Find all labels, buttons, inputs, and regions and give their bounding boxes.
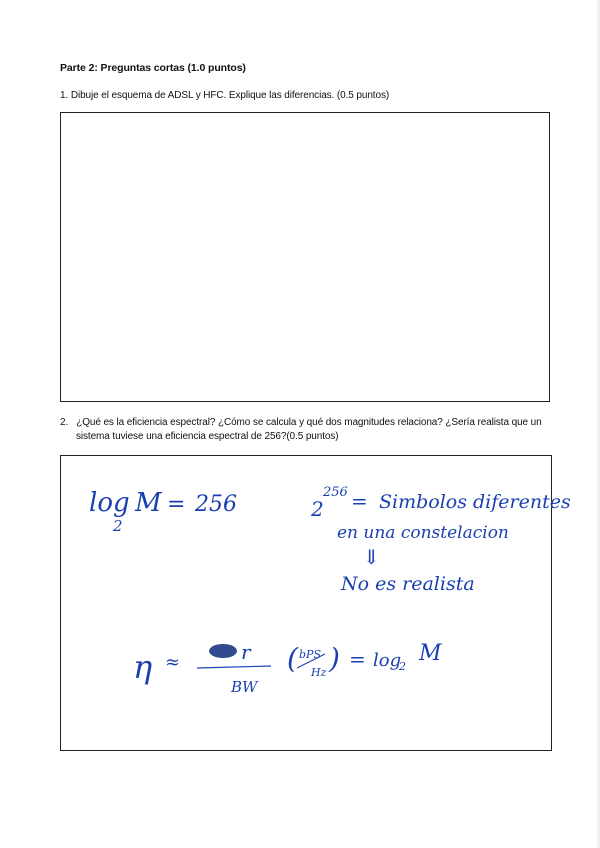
hw-log2-var: M	[419, 641, 442, 666]
hw-paren-open: (	[287, 642, 298, 675]
hw-equals-3: =	[349, 647, 366, 671]
hw-log: log	[89, 488, 130, 518]
hw-eta: η	[133, 648, 153, 686]
hw-symbols-line-1: Simbolos diferentes	[379, 491, 571, 513]
hw-equals-1: =	[167, 492, 186, 517]
answer-box-2	[60, 455, 571, 751]
scribble-mark	[209, 644, 237, 658]
question-2	[60, 416, 560, 444]
question-1-text: Dibuje el esquema de ADSL y HFC. Explique las diferencias. (0.5 puntos)	[70, 90, 390, 101]
hw-conclusion: No es realista	[341, 573, 475, 595]
answer-box-1	[60, 112, 550, 402]
question-1	[60, 89, 389, 103]
hw-log-var: M	[135, 488, 162, 518]
fraction-bar	[197, 666, 271, 668]
question-2-line-1: ¿Qué es la eficiencia espectral? ¿Cómo se calcula y qué dos magnitudes relaciona? ¿Sería realista que un	[76, 417, 542, 428]
hw-log2: log	[373, 650, 402, 671]
hw-numerator: r	[241, 640, 251, 664]
hw-denominator: BW	[231, 678, 258, 696]
hw-paren-close: )	[329, 642, 340, 675]
hw-symbols-line-2: en una constelacion	[337, 523, 509, 543]
hw-value: 256	[195, 492, 237, 517]
hw-log-base: 2	[113, 517, 123, 535]
handwritten-answer	[61, 456, 571, 750]
hw-power-exp: 256	[323, 485, 348, 500]
question-1-number: 1.	[60, 90, 69, 101]
hw-approx: ≈	[165, 652, 181, 673]
hw-arrow: ⇓	[363, 545, 380, 569]
question-2-line-2: sistema tuviese una eficiencia espectral de 256?(0.5 puntos)	[76, 431, 339, 442]
section-title: Parte 2: Preguntas cortas (1.0 puntos)	[60, 62, 246, 74]
hw-units-num: bPS	[299, 648, 321, 661]
hw-power-base: 2	[311, 497, 324, 521]
question-2-number: 2.	[60, 417, 69, 428]
hw-equals-2: =	[351, 489, 368, 513]
hw-log2-base: 2	[399, 660, 406, 673]
hw-units-den: Hz	[311, 666, 327, 679]
page-edge-shadow	[596, 0, 600, 848]
